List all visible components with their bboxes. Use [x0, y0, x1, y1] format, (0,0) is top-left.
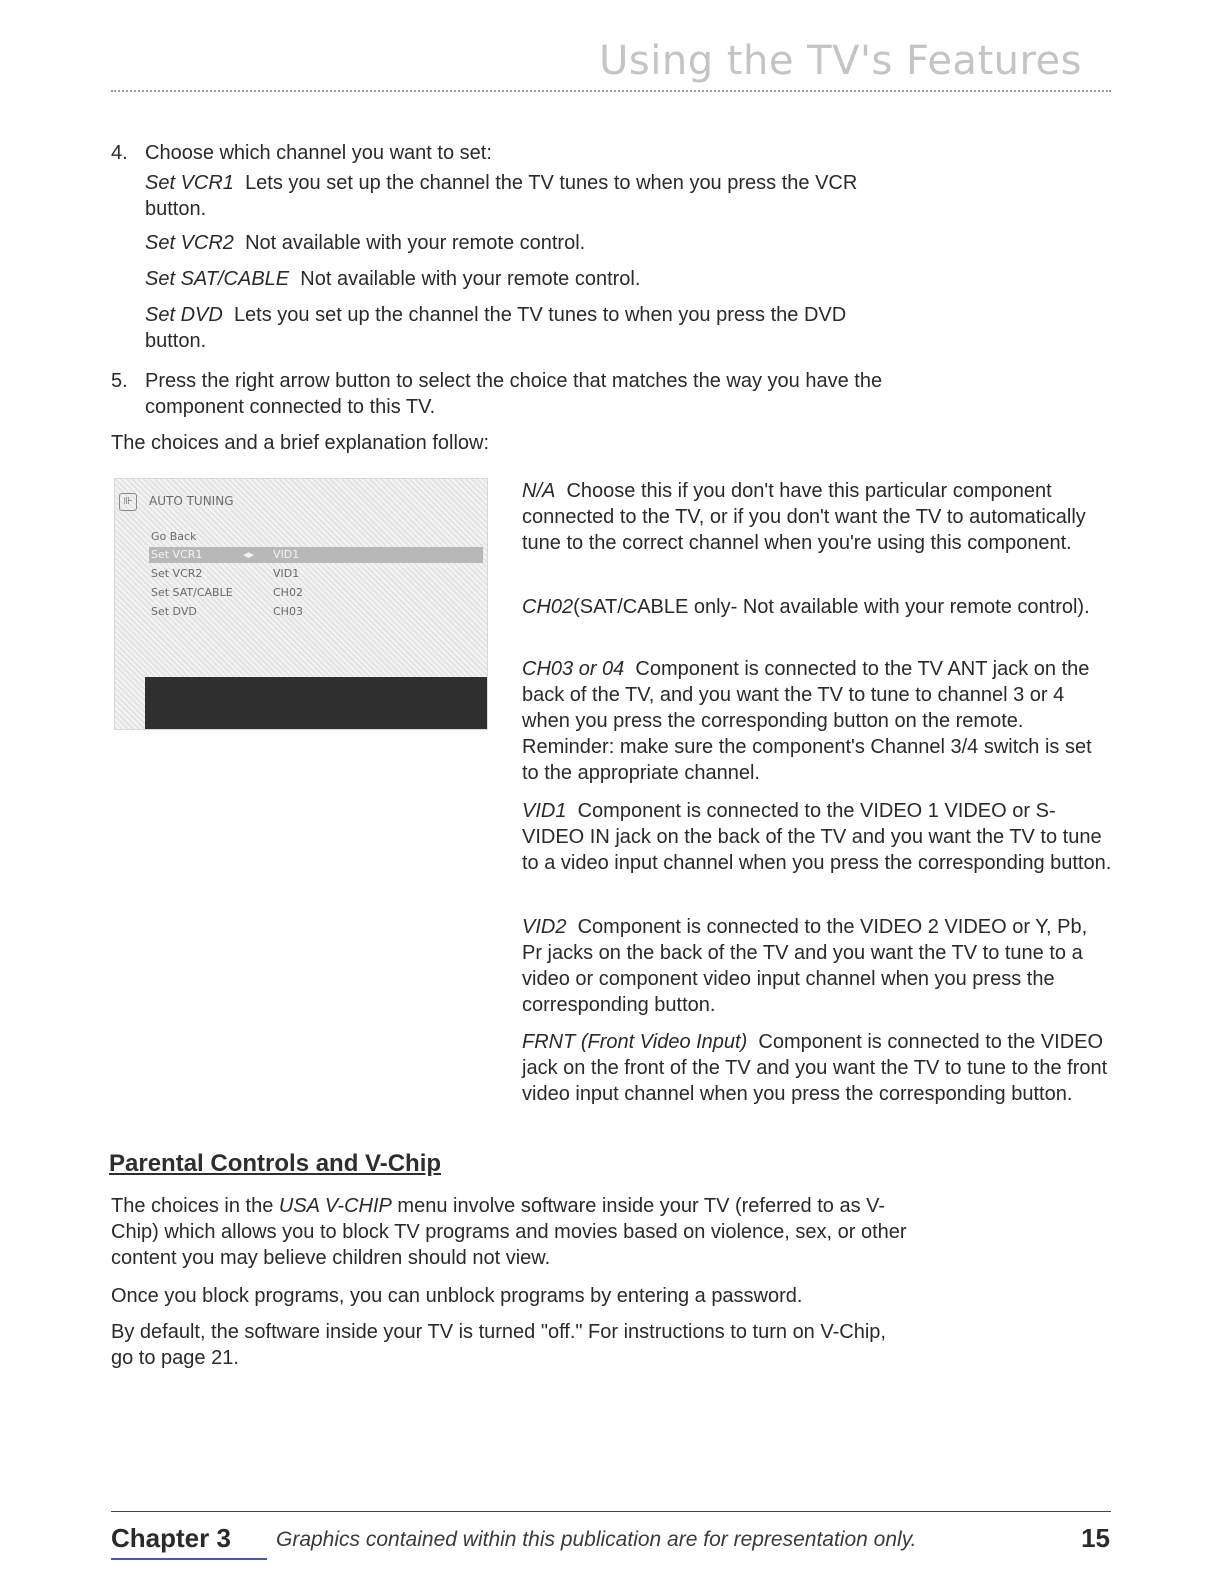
step-4-block: [111, 140, 911, 354]
footer-chapter-underline: [111, 1558, 267, 1560]
tv-menu-item-value: CH03: [273, 605, 303, 618]
choice-term: FRNT (Front Video Input): [522, 1031, 748, 1053]
option-desc: Lets you set up the channel the TV tunes to when you press the VCR button.: [145, 172, 858, 220]
footer-disclaimer: Graphics contained within this publication are for representation only.: [276, 1528, 917, 1551]
tv-menu-item-value: CH02: [273, 586, 303, 599]
option-term: Set VCR1: [145, 172, 234, 194]
option-term: Set SAT/CABLE: [145, 268, 290, 290]
choice-desc: Component is connected to the VIDEO 1 VIDEO or S-VIDEO IN jack on the back of the TV and you want the TV to tune to a video input channel when you press the corresponding button.: [522, 800, 1112, 874]
choice-na: [522, 478, 1112, 556]
choice-desc: Component is connected to the TV ANT jack on the back of the TV, and you want the TV to tune to channel 3 or 4 when you press the corresponding button on the remote. Reminder: make sure the component's Channel 3/4 switch is set to the appropriate channel.: [522, 658, 1092, 784]
choice-term: N/A: [522, 480, 556, 502]
option-desc: Lets you set up the channel the TV tunes to when you press the DVD button.: [145, 304, 847, 352]
tv-menu-item: [149, 529, 483, 545]
section-heading-parental-controls: Parental Controls and V-Chip: [109, 1150, 442, 1177]
step-5: [111, 368, 911, 420]
footer-chapter-label: Chapter 3: [111, 1523, 231, 1553]
tv-menu-item-label: Set VCR2: [151, 567, 203, 580]
choice-desc: Component is connected to the VIDEO jack on the front of the TV and you want the TV to tune to the front video input channel when you press the corresponding button.: [522, 1031, 1108, 1105]
antenna-icon: ⊪: [119, 493, 137, 511]
menu-name: USA V-CHIP: [278, 1195, 392, 1217]
option-set-vcr1: [145, 170, 911, 222]
step-text: Choose which channel you want to set:: [145, 142, 492, 164]
step-number: 4.: [111, 142, 128, 164]
paragraph-text: The choices in the: [111, 1195, 279, 1217]
step-5-block: [111, 368, 911, 420]
choice-frnt: [522, 1029, 1112, 1107]
choice-desc: Component is connected to the VIDEO 2 VIDEO or Y, Pb, Pr jacks on the back of the TV and you want the TV to tune to a video or component video input channel when you press the corresponding button.: [522, 916, 1088, 1016]
page-header-title: Using the TV's Features: [599, 38, 1082, 84]
paragraph-text: menu involve software inside your TV (referred to as V-Chip) which allows you to block TV programs and movies based on violence, sex, or other content you may believe children should not view.: [111, 1195, 907, 1269]
step-4: [111, 140, 911, 166]
choices-intro: The choices and a brief explanation follow:: [111, 432, 490, 454]
choice-ch02: [522, 594, 1112, 620]
tv-menu-title: AUTO TUNING: [149, 494, 234, 508]
tv-menu-item-value: VID1: [273, 567, 300, 580]
choice-term: VID1: [522, 800, 567, 822]
page-number: 15: [1081, 1523, 1110, 1553]
tv-menu-item-label: Go Back: [151, 530, 197, 543]
choice-term: CH03 or 04: [522, 658, 625, 680]
step-number: 5.: [111, 370, 128, 392]
parental-paragraph-3: By default, the software inside your TV is turned "off." For instructions to turn on V-Chip, go to page 21.: [111, 1321, 886, 1369]
option-desc: Not available with your remote control.: [245, 232, 586, 254]
tv-menu-item-label: Set DVD: [151, 605, 197, 618]
choice-desc: (SAT/CABLE only- Not available with your remote control).: [573, 596, 1090, 618]
header-divider: [111, 90, 1111, 92]
option-term: Set VCR2: [145, 232, 234, 254]
option-desc: Not available with your remote control.: [300, 268, 641, 290]
parental-paragraph-1: [111, 1193, 911, 1271]
choice-desc: Choose this if you don't have this particular component connected to the TV, or if you don't want the TV to automatically tune to the correct channel when you're using this component.: [522, 480, 1086, 554]
tv-menu-item: [149, 604, 483, 620]
tv-menu-help-bar: [145, 677, 487, 729]
tv-menu-item: [149, 585, 483, 601]
choice-vid1: [522, 798, 1112, 876]
tv-menu-item-selected: [149, 547, 483, 563]
step-text: Press the right arrow button to select the choice that matches the way you have the component connected to this TV.: [145, 370, 883, 418]
tv-menu-screenshot: [114, 478, 488, 730]
option-set-sat-cable: [145, 266, 911, 292]
choice-term: VID2: [522, 916, 567, 938]
choice-term: CH02: [522, 596, 574, 618]
tv-menu-item-label: Set SAT/CABLE: [151, 586, 233, 599]
choice-ch03-04: [522, 656, 1112, 786]
choice-vid2: [522, 914, 1112, 1018]
left-right-arrows-icon: ◂▸: [243, 548, 255, 561]
option-term: Set DVD: [145, 304, 223, 326]
parental-paragraph-2: Once you block programs, you can unblock programs by entering a password.: [111, 1285, 803, 1307]
option-set-dvd: [145, 302, 911, 354]
option-set-vcr2: [145, 230, 911, 256]
tv-menu-item-value: VID1: [273, 548, 300, 561]
tv-menu-item: [149, 566, 483, 582]
footer-divider: [111, 1511, 1111, 1512]
tv-menu-item-label: Set VCR1: [151, 548, 203, 561]
